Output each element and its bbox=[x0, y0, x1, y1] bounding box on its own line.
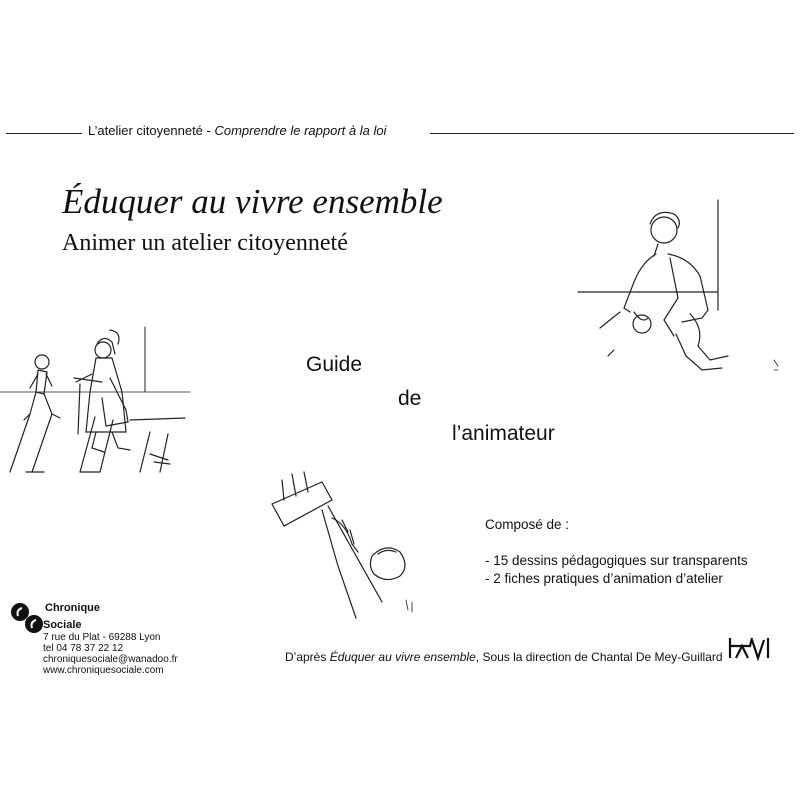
publisher-phone: tel 04 78 37 22 12 bbox=[43, 643, 124, 654]
publisher-name-1: Chronique bbox=[45, 602, 100, 614]
series-line bbox=[88, 123, 386, 138]
chronique-sociale-logo bbox=[6, 600, 46, 636]
illustration-pedestrian-crossing bbox=[0, 322, 190, 492]
publisher-block bbox=[43, 602, 178, 676]
main-subtitle: Animer un atelier citoyenneté bbox=[62, 230, 348, 256]
guide-de: de bbox=[398, 387, 422, 410]
publisher-website: www.chroniquesociale.com bbox=[43, 665, 164, 676]
top-rule-right bbox=[430, 133, 794, 134]
top-rule-left bbox=[6, 133, 82, 134]
contents-heading: Composé de : bbox=[485, 517, 570, 532]
series-prefix: L’atelier citoyenneté - bbox=[88, 123, 215, 138]
credit-line bbox=[285, 650, 723, 664]
credit-book: Éduquer au vivre ensemble bbox=[329, 650, 476, 664]
publisher-email: chroniquesociale@wanadoo.fr bbox=[43, 654, 178, 665]
main-title: Éduquer au vivre ensemble bbox=[62, 182, 443, 221]
illustration-boy-kneeling bbox=[578, 200, 798, 390]
contents-item: - 15 dessins pédagogiques sur transparents bbox=[485, 553, 748, 568]
credit-prefix: D’après bbox=[285, 650, 330, 664]
contents-item: - 2 fiches pratiques d’animation d’atelier bbox=[485, 571, 723, 586]
credit-suffix: , Sous la direction de Chantal De Mey-Guillard bbox=[475, 650, 723, 664]
series-subtitle: Comprendre le rapport à la loi bbox=[214, 123, 387, 138]
guide-word: Guide bbox=[306, 353, 363, 376]
publisher-name-2: Sociale bbox=[43, 619, 82, 631]
guide-animateur: l’animateur bbox=[452, 422, 555, 445]
publisher-address: 7 rue du Plat - 69288 Lyon bbox=[43, 632, 161, 643]
lavi-logo bbox=[728, 636, 776, 660]
contents-block bbox=[485, 516, 748, 588]
illustration-hand-bag bbox=[262, 470, 432, 620]
